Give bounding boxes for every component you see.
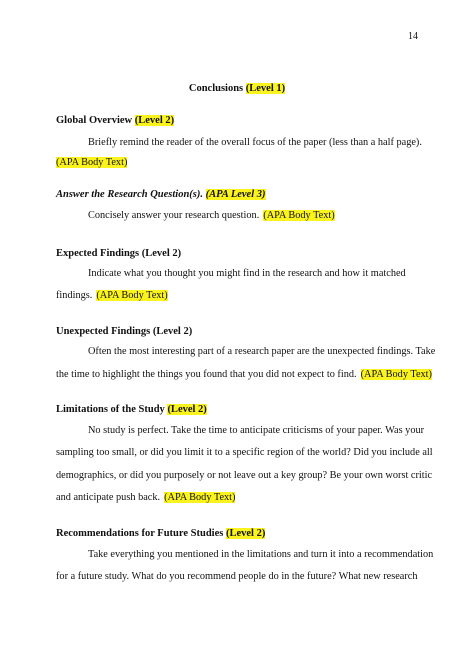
title-level-tag: (Level 1) xyxy=(245,83,286,94)
page-number: 14 xyxy=(408,31,418,42)
heading-expected-findings: Expected Findings (Level 2) xyxy=(56,248,182,259)
paragraph-line: demographics, or did you purposely or not leave out a key group? Be your own worst critic xyxy=(56,470,433,481)
body-text-tag: (APA Body Text) xyxy=(263,210,335,221)
body-text-tag: (APA Body Text) xyxy=(360,369,432,380)
paragraph-line: Take everything you mentioned in the limitations and turn it into a recommendation xyxy=(88,549,434,560)
heading-recommendations xyxy=(56,528,265,539)
body-text-tag: (APA Body Text) xyxy=(56,157,128,168)
heading-global-overview xyxy=(56,115,174,126)
heading-text: Limitations of the Study xyxy=(56,404,168,415)
heading-level-tag: (Level 2) xyxy=(167,404,207,415)
paragraph-line xyxy=(88,210,335,221)
paragraph-line: Indicate what you thought you might find in the research and how it matched xyxy=(88,268,406,279)
body-text-tag: (APA Body Text) xyxy=(164,492,236,503)
heading-text: Recommendations for Future Studies xyxy=(56,528,226,539)
paragraph-text: Concisely answer your research question. xyxy=(88,210,260,221)
paragraph-line: sampling too small, or did you limit it to a specific region of the world? Did you include all xyxy=(56,447,433,458)
heading-text: Answer the Research Question(s). xyxy=(56,189,206,200)
title-text: Conclusions xyxy=(188,83,246,94)
paragraph-text: findings. xyxy=(56,290,93,301)
paragraph-line xyxy=(56,492,235,503)
heading-level-tag: (Level 2) xyxy=(134,115,175,126)
paragraph-line xyxy=(56,369,432,380)
paragraph-line xyxy=(56,290,168,301)
paragraph-line: No study is perfect. Take the time to anticipate criticisms of your paper. Was your xyxy=(88,425,425,436)
paragraph-line: Briefly remind the reader of the overall focus of the paper (less than a half page). xyxy=(88,137,422,148)
paragraph-text: the time to highlight the things you found that you did not expect to find. xyxy=(56,369,357,380)
heading-level-tag: (Level 2) xyxy=(225,528,266,539)
heading-level-tag: (APA Level 3) xyxy=(205,189,266,200)
heading-unexpected-findings: Unexpected Findings (Level 2) xyxy=(56,326,193,337)
paragraph-line: for a future study. What do you recommend people do in the future? What new research xyxy=(56,571,418,582)
body-text-tag: (APA Body Text) xyxy=(96,290,168,301)
paragraph-text: and anticipate push back. xyxy=(56,492,161,503)
section-title-conclusions xyxy=(0,83,474,94)
heading-limitations xyxy=(56,404,207,415)
paragraph-line: Often the most interesting part of a research paper are the unexpected findings. Take xyxy=(88,346,436,357)
heading-answer-research-question xyxy=(56,189,266,200)
heading-text: Global Overview xyxy=(56,115,135,126)
body-text-tag-line xyxy=(56,157,127,168)
